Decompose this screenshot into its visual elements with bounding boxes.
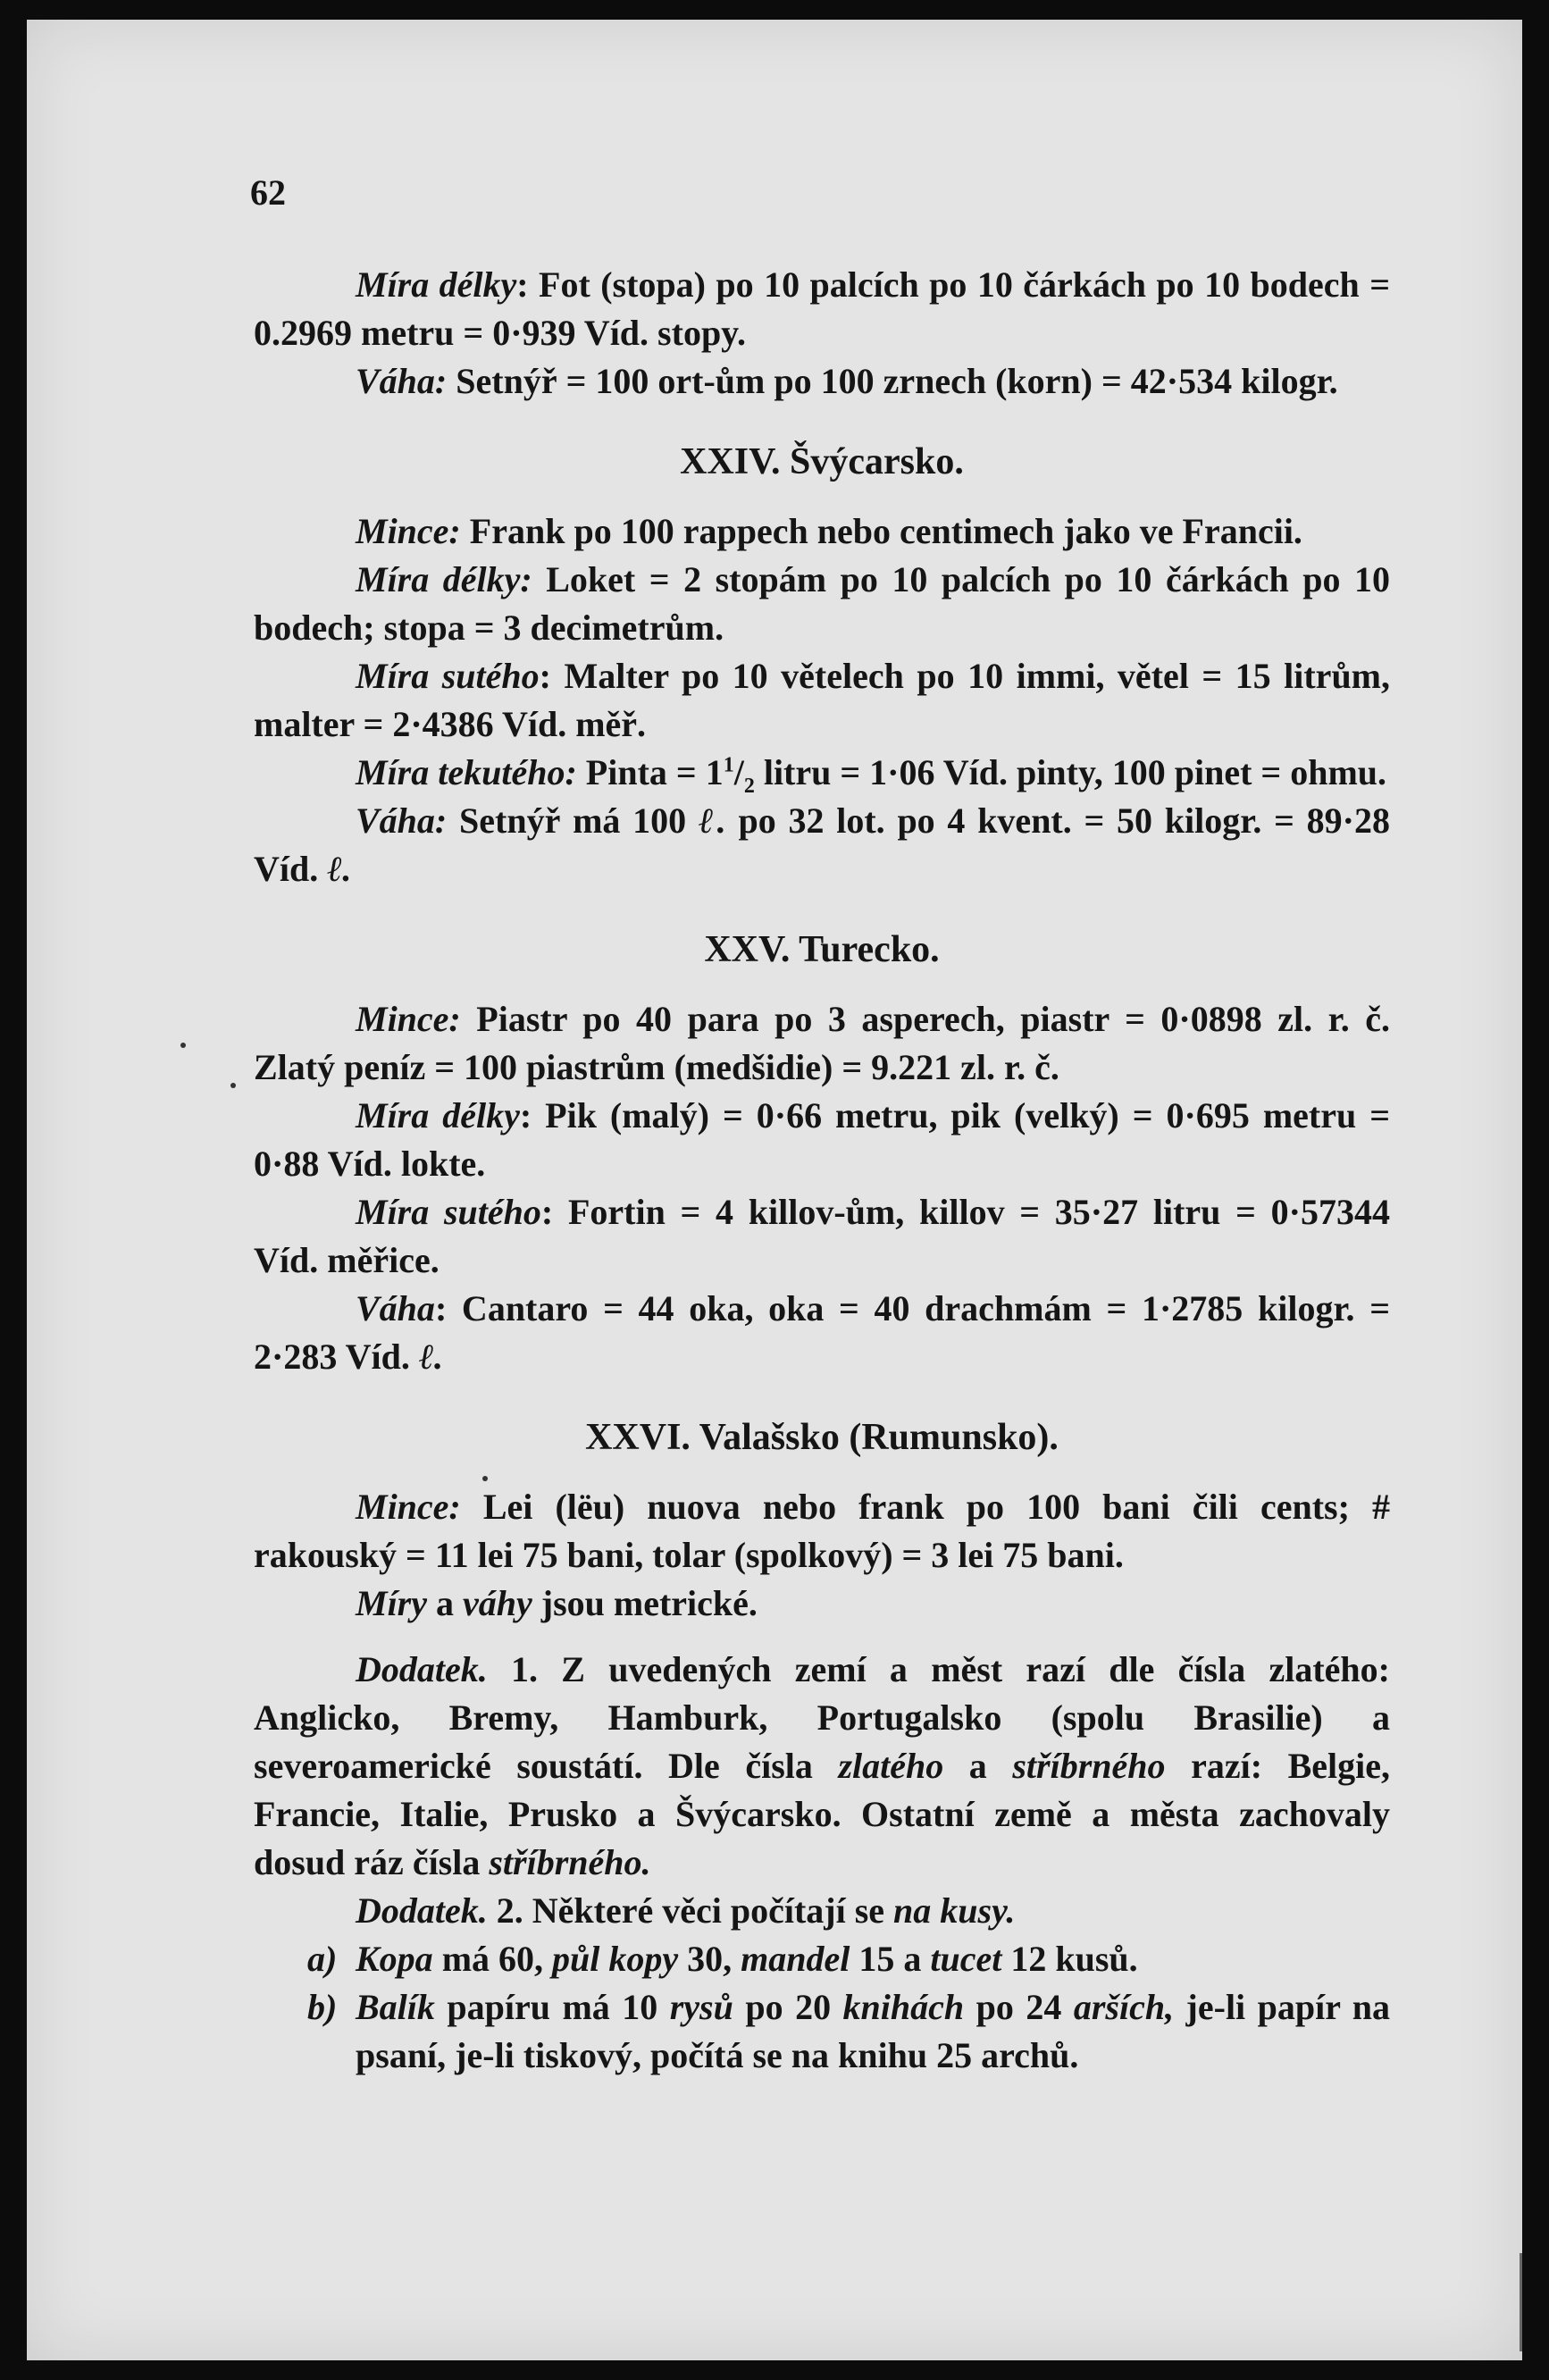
page-content [254, 261, 1390, 2080]
pound-symbol: ℓ. [698, 800, 726, 841]
paragraph-weight: Váha: Setnýř = 100 ort-ům po 100 zrnech (korn) = 42·534 kilogr. [356, 361, 1338, 401]
paragraph-liquid-measure: Míra tekutého: Pinta = $1^1/_2$ litru = 1·06 Víd. pinty, 100 pinet = ohmu. [356, 752, 1387, 798]
paragraph-length-measure: Míra délky: Loket = 2 stopám po 10 palcích po 10 čárkách po 10 bodech; stopa = 3 decimetrům. [254, 559, 1391, 648]
paragraph-measures-weights: Míry a váhy jsou metrické. [356, 1583, 758, 1623]
paragraph-length-measure: Míra délky: Fot (stopa) po 10 palcích po 10 čárkách po 10 bodech = 0.2969 metru = 0·939 Víd. stopy. [254, 264, 1390, 353]
paragraph-coins: Mince: Lei (lëu) nuova nebo frank po 100 bani čili cents; # rakouský = 11 lei 75 bani, tolar (spolkový) = 3 lei 75 bani. [254, 1487, 1390, 1575]
paragraph-appendix-2: Dodatek. 2. Některé věci počítají se na kusy. [356, 1890, 1016, 1931]
print-speck [482, 1476, 488, 1481]
section-heading-turkey: XXV. Turecko. [704, 929, 940, 970]
paragraph-dry-measure: Míra sutého: Malter po 10 větelech po 10 immi, větel = 15 litrům, malter = 2·4386 Víd. měř. [254, 656, 1391, 744]
section-heading-wallachia: XXVI. Valašsko (Rumunsko). [585, 1417, 1059, 1458]
paragraph-weight: Váha: Cantaro = 44 oka, oka = 40 drachmám = 1·2785 kilogr. = 2·283 Víd. ℓ. [254, 1288, 1390, 1377]
paragraph-coins: Mince: Piastr po 40 para po 3 asperech, piastr = 0·0898 zl. r. č. Zlatý peníz = 100 piastrům (medšidie) = 9.221 zl. r. č. [254, 999, 1390, 1087]
print-speck [230, 1083, 236, 1088]
page-edge-mark [1502, 2253, 1522, 2351]
book-page [27, 20, 1522, 2360]
pound-symbol: ℓ. [327, 849, 352, 889]
fraction-half: $^1/_2$ [723, 752, 755, 798]
paragraph-coins: Mince: Frank po 100 rappech nebo centimech jako ve Francii. [356, 511, 1302, 551]
section-heading-switzerland: XXIV. Švýcarsko. [680, 441, 964, 482]
page-number: 62 [250, 172, 286, 213]
list-item-b: b) Balík papíru má 10 rysů po 20 knihách po 24 arších, je-li papír na psaní, je-li tiskový, počítá se na knihu 25 archů. [307, 1987, 1390, 2075]
paragraph-appendix-1: Dodatek. 1. Z uvedených zemí a měst razí dle čísla zlatého: Anglicko, Bremy, Hamburk, Portugalsko (spolu Brasilie) a severoamerické soustátí. Dle čísla zlatého a stříbrného razí: Belgie, Francie, Italie, Prusko a Švýcarsko. Ostatní země a města zachovaly dosud ráz čísla stříbrného. [254, 1649, 1390, 1882]
ducat-symbol: # [1372, 1487, 1390, 1527]
paragraph-length-measure: Míra délky: Pik (malý) = 0·66 metru, pik (velký) = 0·695 metru = 0·88 Víd. lokte. [254, 1095, 1390, 1184]
label-weight: Váha: [356, 361, 448, 401]
label-length-measure: Míra délky [356, 264, 517, 305]
paragraph-weight: Váha: Setnýř má 100 ℓ. po 32 lot. po 4 kvent. = 50 kilogr. = 89·28 Víd. ℓ. [254, 800, 1390, 889]
print-speck [180, 1043, 186, 1048]
pound-symbol: ℓ. [418, 1337, 443, 1377]
paragraph-dry-measure: Míra sutého: Fortin = 4 killov-ům, killov = 35·27 litru = 0·57344 Víd. měřice. [254, 1192, 1391, 1280]
list-item-a: a) Kopa má 60, půl kopy 30, mandel 15 a tucet 12 kusů. [307, 1939, 1138, 1979]
